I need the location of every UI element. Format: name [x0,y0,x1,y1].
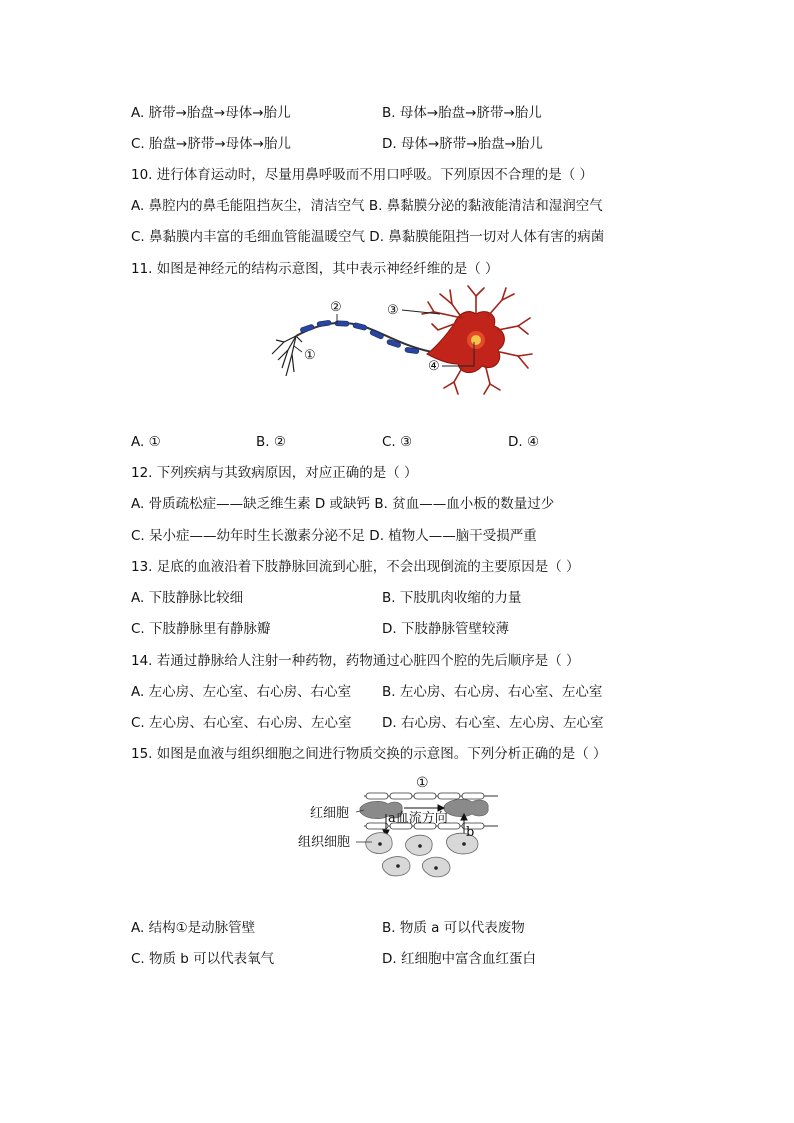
label-1: ① [304,348,316,363]
q12-options-row1: A. 骨质疏松症——缺乏维生素 D 或缺钙 B. 贫血——血小板的数量过少 [131,496,555,512]
q14-option-a: A. 左心房、左心室、右心房、右心室 [131,684,352,700]
q10-options-row2: C. 鼻黏膜内丰富的毛细血管能温暖空气 D. 鼻黏膜能阻挡一切对人体有害的病菌 [131,229,605,245]
q9-option-b: B. 母体→胎盘→脐带→胎儿 [382,105,542,121]
q13-option-b: B. 下肢肌肉收缩的力量 [382,590,522,606]
label-red-blood-cell: 红细胞 [310,806,350,821]
q13-option-c: C. 下肢静脉里有静脉瓣 [131,621,271,637]
label-tissue-cell: 组织细胞 [298,835,351,850]
q12-stem: 12. 下列疾病与其致病原因，对应正确的是（ ） [131,465,418,481]
label-blood-flow-direction: a血流方向 [388,811,448,826]
q14-option-b: B. 左心房、右心房、右心室、左心室 [382,684,603,700]
q15-option-c: C. 物质 b 可以代表氧气 [131,951,275,967]
capillary-exchange-figure [298,770,508,882]
q13-option-a: A. 下肢静脉比较细 [131,590,244,606]
q12-options-row2: C. 呆小症——幼年时生长激素分泌不足 D. 植物人——脑干受损严重 [131,528,537,544]
q15-stem: 15. 如图是血液与组织细胞之间进行物质交换的示意图。下列分析正确的是（ ） [131,746,607,762]
q14-option-c: C. 左心房、右心室、右心房、左心室 [131,715,352,731]
q15-option-d: D. 红细胞中富含血红蛋白 [382,951,536,967]
q14-stem: 14. 若通过静脉给人注射一种药物，药物通过心脏四个腔的先后顺序是（ ） [131,653,580,669]
q10-options-row1: A. 鼻腔内的鼻毛能阻挡灰尘，清洁空气 B. 鼻黏膜分泌的黏液能清洁和湿润空气 [131,198,603,214]
q10-stem: 10. 进行体育运动时，尽量用鼻呼吸而不用口呼吸。下列原因不合理的是（ ） [131,167,594,183]
q13-stem: 13. 足底的血液沿着下肢静脉回流到心脏，不会出现倒流的主要原因是（ ） [131,559,580,575]
label-4: ④ [428,359,440,374]
q11-stem: 11. 如图是神经元的结构示意图，其中表示神经纤维的是（ ） [131,261,499,277]
q15-option-a: A. 结构①是动脉管壁 [131,920,256,936]
label-b: b [466,825,475,840]
q11-option-b: B. ② [256,434,286,450]
capillary-wall-top [364,793,498,799]
q11-option-c: C. ③ [382,434,413,450]
q11-option-a: A. ① [131,434,161,450]
tissue-cells [366,833,478,877]
neuron-figure [262,284,534,396]
myelin-sheath [300,320,419,354]
label-structure-1: ① [416,775,429,791]
q9-option-d: D. 母体→脐带→胎盘→胎儿 [382,136,543,152]
label-2: ② [330,300,342,315]
label-3: ③ [387,303,399,318]
q11-option-d: D. ④ [508,434,540,450]
axon-terminal-branches [272,336,302,376]
q9-option-c: C. 胎盘→脐带→母体→胎儿 [131,136,291,152]
q15-option-b: B. 物质 a 可以代表废物 [382,920,525,936]
q13-option-d: D. 下肢静脉管壁较薄 [382,621,509,637]
q14-option-d: D. 右心房、右心室、左心房、左心室 [382,715,604,731]
q9-option-a: A. 脐带→胎盘→母体→胎儿 [131,105,291,121]
